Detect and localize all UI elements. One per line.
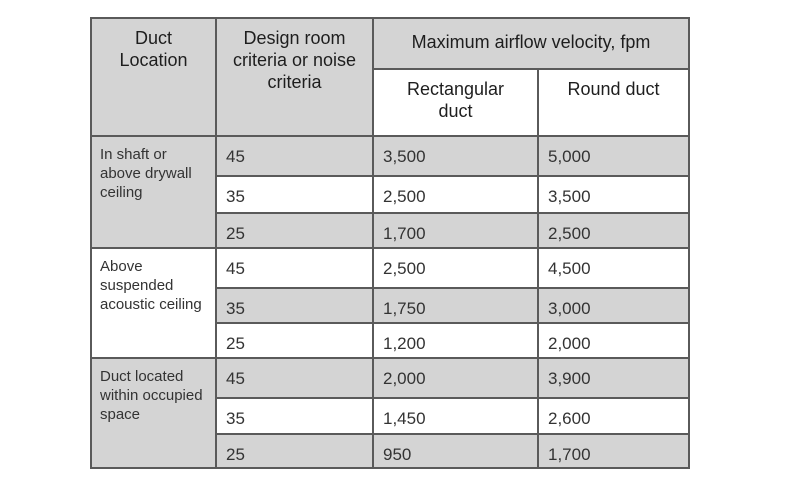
header-rectangular-duct: Rectangular duct bbox=[373, 69, 538, 136]
round-velocity-cell: 1,700 bbox=[538, 434, 689, 468]
round-velocity-cell: 2,600 bbox=[538, 398, 689, 434]
round-velocity-cell: 5,000 bbox=[538, 136, 689, 176]
noise-criteria-cell: 25 bbox=[216, 213, 373, 248]
rectangular-velocity-cell: 1,700 bbox=[373, 213, 538, 248]
noise-criteria-cell: 25 bbox=[216, 434, 373, 468]
duct-location-cell: Duct located within occupied space bbox=[91, 358, 216, 468]
round-velocity-cell: 2,000 bbox=[538, 323, 689, 358]
rectangular-velocity-cell: 3,500 bbox=[373, 136, 538, 176]
rectangular-velocity-cell: 950 bbox=[373, 434, 538, 468]
round-velocity-cell: 4,500 bbox=[538, 248, 689, 288]
rectangular-velocity-cell: 2,500 bbox=[373, 248, 538, 288]
duct-location-cell: In shaft or above drywall ceiling bbox=[91, 136, 216, 248]
rectangular-velocity-cell: 2,500 bbox=[373, 176, 538, 213]
round-velocity-cell: 3,500 bbox=[538, 176, 689, 213]
round-velocity-cell: 2,500 bbox=[538, 213, 689, 248]
noise-criteria-cell: 35 bbox=[216, 398, 373, 434]
airflow-velocity-table bbox=[90, 17, 690, 469]
rectangular-velocity-cell: 1,450 bbox=[373, 398, 538, 434]
header-design-criteria: Design room criteria or noise criteria bbox=[216, 18, 373, 136]
rectangular-velocity-cell: 1,200 bbox=[373, 323, 538, 358]
duct-location-cell: Above suspended acoustic ceiling bbox=[91, 248, 216, 358]
rectangular-velocity-cell: 1,750 bbox=[373, 288, 538, 323]
noise-criteria-cell: 45 bbox=[216, 358, 373, 398]
round-velocity-cell: 3,900 bbox=[538, 358, 689, 398]
header-duct-location: Duct Location bbox=[91, 18, 216, 136]
header-max-velocity: Maximum airflow velocity, fpm bbox=[373, 18, 689, 69]
table-row bbox=[91, 248, 689, 288]
noise-criteria-cell: 25 bbox=[216, 323, 373, 358]
noise-criteria-cell: 35 bbox=[216, 176, 373, 213]
noise-criteria-cell: 35 bbox=[216, 288, 373, 323]
header-round-duct: Round duct bbox=[538, 69, 689, 136]
noise-criteria-cell: 45 bbox=[216, 136, 373, 176]
table-row bbox=[91, 136, 689, 176]
rectangular-velocity-cell: 2,000 bbox=[373, 358, 538, 398]
noise-criteria-cell: 45 bbox=[216, 248, 373, 288]
table-row bbox=[91, 358, 689, 398]
round-velocity-cell: 3,000 bbox=[538, 288, 689, 323]
